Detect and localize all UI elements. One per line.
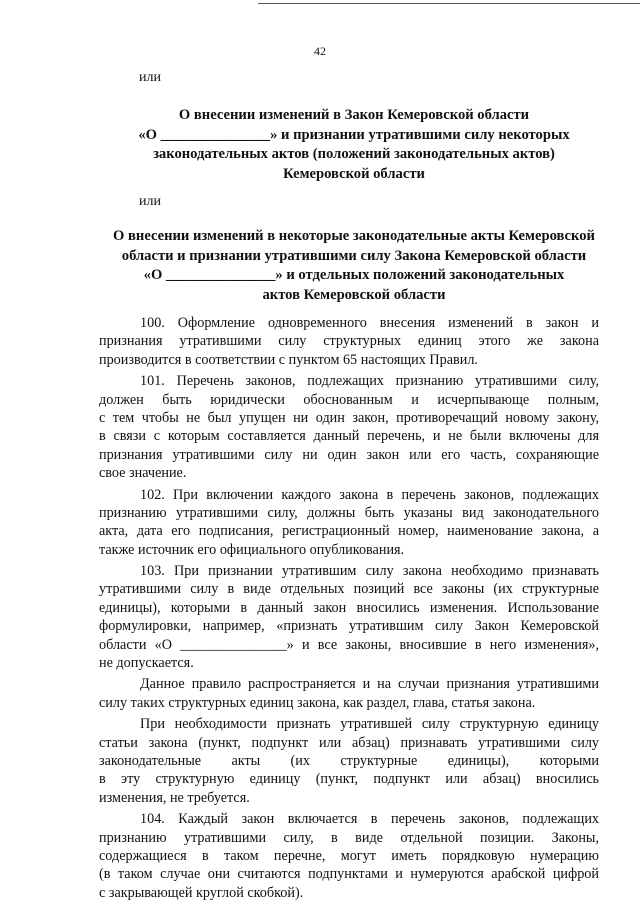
paragraph-line: производится в соответствии с пунктом 65 настоящих Правил.	[99, 351, 478, 368]
paragraph	[99, 486, 599, 560]
paragraph-line: признания утратившими силу структурных единиц этого же закона	[99, 333, 599, 350]
heading-1-line: «О _______________» и признании утратившими силу некоторых	[138, 126, 570, 143]
paragraph-line: статьи закона (пункт, подпункт или абзац) признавать утратившими силу	[99, 734, 599, 751]
heading-1-line: О внесении изменений в Закон Кемеровской области	[178, 107, 530, 123]
paragraph-line: изменения, не требуется.	[99, 789, 250, 806]
paragraph-line: с тем чтобы не был упущен ни один закон, противоречащий новому закону,	[99, 409, 599, 426]
paragraph-line: должен быть юридически обоснованным и исчерпывающе полным,	[99, 391, 599, 408]
ili-label-2: или	[139, 194, 161, 209]
paragraph-line: также источник его официального опубликования.	[99, 541, 405, 558]
paragraph-line: признанию утратившими силу, в виде отдельной позиции. Законы,	[99, 829, 599, 846]
heading-2-line: «О _______________» и отдельных положений законодательных	[143, 267, 565, 283]
heading-1-line: Кемеровской области	[283, 165, 425, 182]
paragraph	[99, 314, 599, 369]
heading-2-line: О внесении изменений в некоторые законодательные акты Кемеровской	[113, 228, 595, 244]
paragraph-line: 104. Каждый закон включается в перечень законов, подлежащих	[140, 811, 599, 828]
paragraph-line: области «О _______________» и все законы, вносившие в него изменения»,	[99, 636, 599, 653]
paragraph-line: акта, дата его подписания, регистрационный номер, наименование закона, а	[99, 523, 599, 540]
top-rule	[258, 3, 640, 4]
paragraph-line: не допускается.	[99, 655, 194, 672]
paragraph-line: в связи с которым составляется данный перечень, и не были включены для	[99, 428, 599, 445]
heading-2-line: актов Кемеровской области	[262, 286, 446, 303]
paragraph-line: 103. При признании утратившим силу закона необходимо признавать	[140, 563, 599, 580]
ili-label-1: или	[139, 70, 161, 85]
body-text	[99, 314, 599, 902]
paragraph-line: законодательные акты (их структурные единицы), которыми	[99, 752, 599, 769]
paragraph	[99, 372, 599, 482]
paragraph-line: (в таком случае они считаются подпунктами и нумеруются арабской цифрой	[99, 866, 599, 883]
paragraph-line: формулировки, например, «признать утратившим силу Закон Кемеровской	[99, 618, 599, 635]
paragraph	[99, 810, 599, 902]
paragraph-line: признанию утратившими силу, должны быть указаны вид законодательного	[99, 504, 599, 521]
paragraph-line: признания утратившими силу ни один закон или его часть, сохраняющие	[99, 446, 599, 463]
paragraph	[99, 715, 599, 807]
paragraph-line: силу таких структурных единиц закона, как раздел, глава, статья закона.	[99, 694, 536, 711]
heading-1-line: законодательных актов (положений законодательных актов)	[153, 146, 555, 162]
heading-2-line: области и признании утратившими силу Закона Кемеровской области	[121, 247, 587, 264]
paragraph-line: 101. Перечень законов, подлежащих признанию утратившими силу,	[140, 373, 599, 390]
paragraph-line: Данное правило распространяется и на случаи признания утратившими	[140, 676, 599, 693]
paragraph-line: При необходимости признать утратившей силу структурную единицу	[140, 716, 599, 733]
paragraph	[99, 675, 599, 712]
heading-1	[95, 106, 613, 184]
paragraph-line: утратившими силу в виде отдельных позиций все законы (их структурные	[99, 581, 599, 598]
heading-2	[95, 227, 613, 305]
paragraph-line: 102. При включении каждого закона в перечень законов, подлежащих	[140, 486, 599, 503]
page-number: 42	[314, 44, 326, 58]
paragraph-line: содержащиеся в таком перечне, могут иметь порядковую нумерацию	[99, 847, 599, 864]
paragraph	[99, 562, 599, 672]
paragraph-line: свое значение.	[99, 465, 187, 482]
paragraph-line: 100. Оформление одновременного внесения изменений в закон и	[140, 315, 599, 331]
paragraph-line: с закрывающей круглой скобкой).	[99, 884, 304, 901]
paragraph-line: в эту структурную единицу (пункт, подпункт или абзац) вносились	[99, 771, 599, 788]
paragraph-line: единицы), которыми в данный закон вносились изменения. Использование	[99, 599, 599, 616]
